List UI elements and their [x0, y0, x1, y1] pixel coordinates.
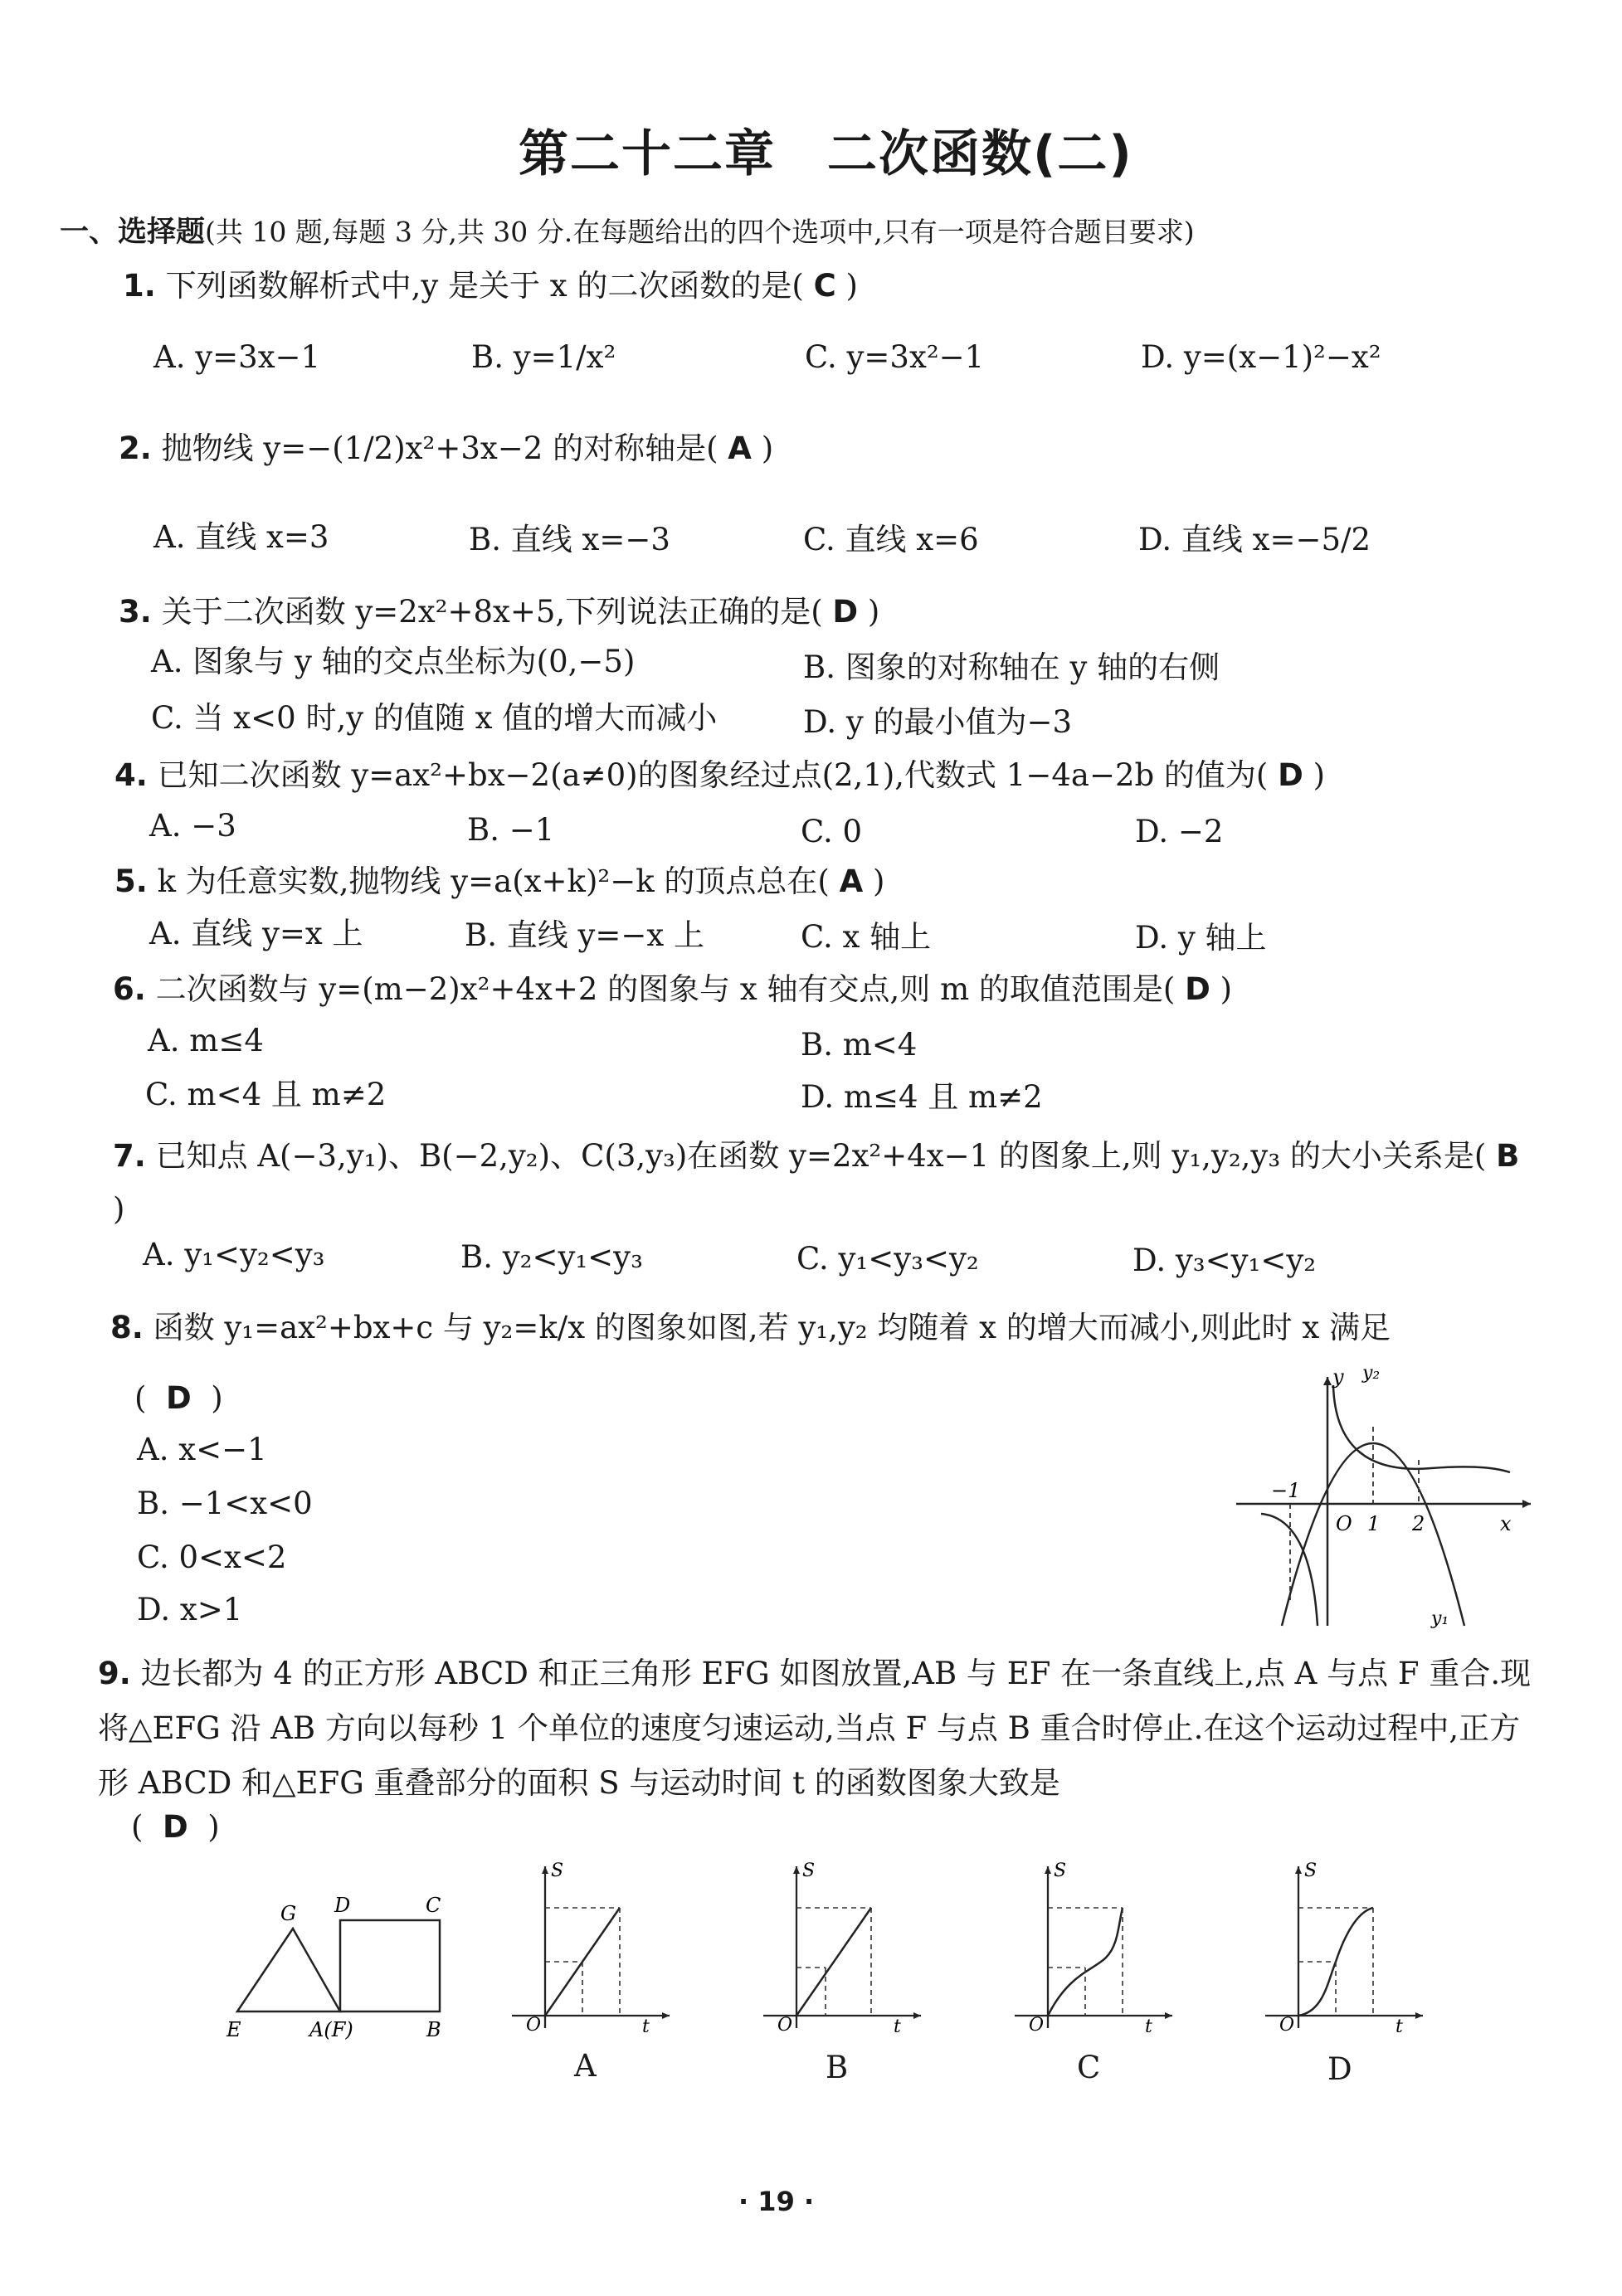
question-8: [110, 1309, 1391, 1347]
label-D: D: [334, 1894, 351, 1917]
q9-option-c: C: [1077, 2050, 1101, 2085]
answer: D: [1185, 971, 1210, 1007]
q8-option-a: A. x<−1: [137, 1432, 267, 1467]
q5-option-d: D. y 轴上: [1135, 920, 1267, 956]
question-stem: 已知点 A(−3,y₁)、B(−2,y₂)、C(3,y₃)在函数 y=2x²+4x−1 的图象上,则 y₁,y₂,y₃ 的大小关系是(: [155, 1138, 1487, 1174]
q2-option-c: C. 直线 x=6: [803, 522, 979, 557]
question-stem: 函数 y₁=ax²+bx+c 与 y₂=k/x 的图象如图,若 y₁,y₂ 均随着 x 的增大而减小,则此时 x 满足: [153, 1310, 1391, 1345]
question-9: [98, 1647, 1533, 1811]
question-9-answer-line: ( D ): [131, 1809, 220, 1845]
q4-option-d: D. −2: [1135, 814, 1224, 849]
label-minus1: −1: [1271, 1479, 1301, 1502]
answer: C: [813, 268, 836, 304]
q4-option-c: C. 0: [801, 814, 863, 849]
q7-option-a: A. y₁<y₂<y₃: [143, 1237, 325, 1272]
q8-option-c: C. 0<x<2: [137, 1540, 287, 1575]
question-stem-end: ): [1220, 971, 1233, 1007]
q1-option-c: C. y=3x²−1: [805, 339, 985, 375]
axis-S: S: [1304, 1861, 1318, 1881]
answer: A: [728, 430, 752, 466]
label-y2: y₂: [1362, 1363, 1381, 1384]
square-abcd: [340, 1920, 440, 2011]
question-stem: k 为任意实数,抛物线 y=a(x+k)²−k 的顶点总在(: [157, 863, 830, 899]
triangle-efg: [237, 1929, 340, 2011]
axis-O: O: [777, 2015, 793, 2032]
question-3: [119, 593, 879, 631]
question-number: 4.: [114, 757, 148, 793]
question-8-answer-line: ( D ): [134, 1380, 223, 1416]
q6-option-d: D. m≤4 且 m≠2: [801, 1079, 1043, 1115]
axis-O: O: [1279, 2015, 1295, 2032]
answer: D: [162, 1809, 188, 1845]
answer: D: [832, 594, 859, 630]
answer: B: [1496, 1138, 1520, 1174]
axis-S: S: [551, 1861, 564, 1881]
q9-graph-a: [508, 1858, 674, 2032]
q5-option-b: B. 直线 y=−x 上: [465, 917, 705, 953]
q9-graph-c: [1011, 1858, 1176, 2032]
question-1: [123, 267, 858, 305]
q3-option-c: C. 当 x<0 时,y 的值随 x 值的增大而减小: [151, 700, 718, 736]
question-stem-end: ): [207, 1809, 220, 1845]
question-stem: 二次函数与 y=(m−2)x²+4x+2 的图象与 x 轴有交点,则 m 的取值范围是(: [155, 971, 1176, 1007]
question-number: 6.: [113, 971, 146, 1007]
axis-O: O: [1029, 2015, 1045, 2032]
axis-t: t: [1145, 2016, 1152, 2032]
question-5: [114, 863, 884, 901]
label-y: y: [1332, 1365, 1344, 1389]
question-stem-end: ): [845, 268, 858, 304]
axis-t: t: [894, 2016, 901, 2032]
q2-option-b: B. 直线 x=−3: [469, 522, 670, 557]
page-number: · 19 ·: [738, 2186, 815, 2217]
q9-graph-b: [759, 1858, 925, 2032]
q1-option-b: B. y=1/x²: [471, 339, 616, 375]
question-stem: 下列函数解析式中,y 是关于 x 的二次函数的是(: [165, 268, 804, 304]
question-number: 8.: [110, 1310, 144, 1345]
q7-option-d: D. y₃<y₁<y₂: [1132, 1243, 1317, 1278]
label-C: C: [426, 1894, 441, 1917]
question-stem: 关于二次函数 y=2x²+8x+5,下列说法正确的是(: [161, 594, 823, 630]
q3-option-d: D. y 的最小值为−3: [803, 704, 1073, 740]
question-6: [113, 970, 1232, 1009]
question-7: [113, 1130, 1532, 1236]
label-1: 1: [1367, 1512, 1381, 1535]
label-y1: y₁: [1431, 1608, 1449, 1629]
label-AF: A(F): [309, 2018, 353, 2041]
answer: A: [839, 863, 864, 899]
question-number: 7.: [113, 1138, 146, 1174]
q4-option-b: B. −1: [467, 812, 555, 848]
q9-graph-d: [1261, 1858, 1427, 2032]
question-stem-end: ): [211, 1380, 223, 1416]
q7-option-b: B. y₂<y₁<y₃: [460, 1239, 643, 1275]
section-label: 一、选择题: [60, 216, 206, 249]
question-stem: 已知二次函数 y=ax²+bx−2(a≠0)的图象经过点(2,1),代数式 1−4a−2b 的值为(: [157, 757, 1269, 793]
q5-option-a: A. 直线 y=x 上: [149, 916, 363, 951]
label-x: x: [1500, 1512, 1512, 1535]
axis-O: O: [526, 2015, 542, 2032]
q9-option-d: D: [1327, 2051, 1352, 2087]
label-2: 2: [1412, 1512, 1425, 1535]
question-stem-end: ): [1313, 757, 1326, 793]
curve-b: [796, 1908, 871, 2016]
q1-option-a: A. y=3x−1: [153, 339, 321, 375]
axis-t: t: [1396, 2016, 1403, 2032]
axis-S: S: [802, 1861, 816, 1881]
q8-graph: [1228, 1360, 1535, 1634]
q9-option-b: B: [826, 2050, 849, 2085]
axis-S: S: [1054, 1861, 1067, 1881]
y-axis-arrow: [1323, 1377, 1332, 1385]
q6-option-a: A. m≤4: [148, 1023, 264, 1058]
hyperbola-y2-right: [1333, 1385, 1510, 1472]
label-E: E: [226, 2018, 241, 2041]
q9-shape-figure: [222, 1879, 455, 2053]
axis-t: t: [642, 2016, 650, 2032]
question-number: 3.: [119, 594, 152, 630]
section-header: [60, 209, 1195, 251]
question-stem: 抛物线 y=−(1/2)x²+3x−2 的对称轴是(: [161, 430, 718, 466]
q9-option-a: A: [574, 2048, 597, 2084]
answer: D: [1278, 757, 1303, 793]
question-number: 5.: [114, 863, 148, 899]
q8-option-b: B. −1<x<0: [137, 1486, 313, 1521]
question-stem-end: ): [867, 594, 880, 630]
section-note: (共 10 题,每题 3 分,共 30 分.在每题给出的四个选项中,只有一项是符合题目要求): [205, 216, 1195, 248]
x-axis-arrow: [1522, 1500, 1531, 1508]
q5-option-c: C. x 轴上: [801, 919, 932, 955]
question-stem-end: ): [761, 430, 774, 466]
q1-option-d: D. y=(x−1)²−x²: [1141, 339, 1381, 375]
q4-option-a: A. −3: [149, 808, 236, 844]
label-G: G: [280, 1902, 297, 1925]
question-number: 2.: [119, 430, 152, 466]
question-stem: 边长都为 4 的正方形 ABCD 和正三角形 EFG 如图放置,AB 与 EF 在一条直线上,点 A 与点 F 重合.现将△EFG 沿 AB 方向以每秒 1 个单位的速度匀速运动,当点 F 与点 B 重合时停止.在这个运动过程中,正方形 ABCD 和△EFG 重叠部分的面积 S 与运动时间 t 的函数图象大致是: [98, 1656, 1532, 1801]
label-origin: O: [1336, 1512, 1352, 1535]
page-title: 第二十二章 二次函数(二): [519, 125, 1133, 183]
question-2: [119, 430, 773, 468]
q7-option-c: C. y₁<y₃<y₂: [796, 1241, 979, 1277]
label-B: B: [426, 2018, 441, 2041]
question-4: [114, 756, 1325, 795]
q2-option-d: D. 直线 x=−5/2: [1138, 522, 1371, 557]
q6-option-b: B. m<4: [801, 1027, 918, 1063]
q3-option-b: B. 图象的对称轴在 y 轴的右侧: [803, 649, 1220, 685]
question-stem-end: ): [873, 863, 885, 899]
answer: D: [165, 1380, 192, 1416]
question-number: 9.: [98, 1656, 131, 1691]
q3-option-a: A. 图象与 y 轴的交点坐标为(0,−5): [151, 644, 636, 679]
q6-option-c: C. m<4 且 m≠2: [145, 1077, 387, 1112]
question-number: 1.: [123, 268, 156, 304]
question-stem-end: ): [113, 1191, 125, 1227]
q8-option-d: D. x>1: [137, 1592, 243, 1627]
q2-option-a: A. 直线 x=3: [153, 519, 329, 555]
